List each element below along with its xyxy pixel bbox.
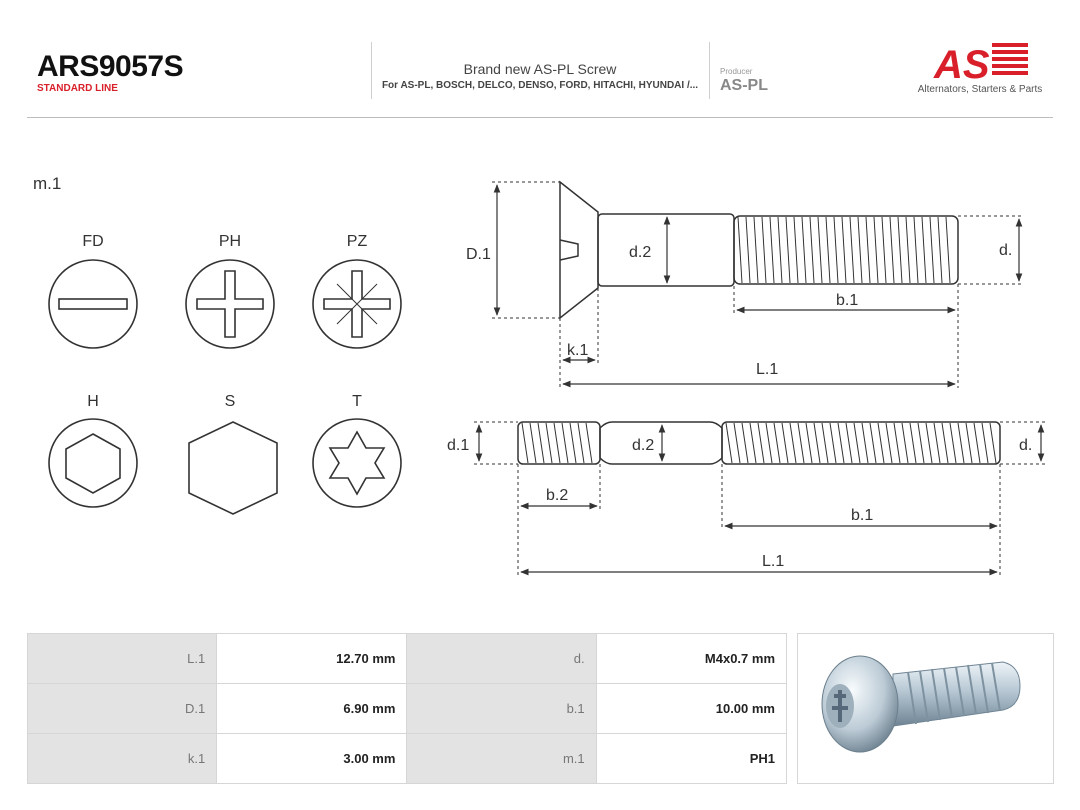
head-type-code: T — [352, 393, 362, 410]
producer-label: Producer — [720, 67, 753, 76]
screw-dimension-drawing — [440, 170, 1060, 400]
head-type-code: PZ — [346, 233, 368, 250]
screw-photo-icon — [798, 634, 1053, 783]
spec-label: k.1 — [28, 734, 217, 784]
thread-hatching — [522, 423, 996, 463]
compatibility-text: For AS-PL, BOSCH, DELCO, DENSO, FORD, HITACHI, HYUNDAI /... — [381, 80, 699, 91]
head-type-code: PH — [218, 233, 242, 250]
table-row — [28, 634, 787, 684]
thread-hatching — [738, 217, 950, 283]
spec-value: PH1 — [596, 734, 786, 784]
head-type-code: H — [87, 393, 99, 410]
spec-label: L.1 — [28, 634, 217, 684]
dim-label: L.1 — [756, 361, 779, 378]
dim-label: d. — [999, 242, 1013, 259]
spec-value: 6.90 mm — [217, 684, 407, 734]
dim-label: D.1 — [466, 246, 491, 263]
pozidriv-drive-icon — [313, 260, 401, 348]
spec-label: D.1 — [28, 684, 217, 734]
spec-value: 10.00 mm — [596, 684, 786, 734]
product-photo — [797, 633, 1054, 784]
spec-label: b.1 — [407, 684, 596, 734]
spec-value: 3.00 mm — [217, 734, 407, 784]
screw-outline — [560, 182, 958, 318]
table-row — [28, 734, 787, 784]
stud-dimension-drawing — [440, 410, 1060, 585]
logo-stripes-icon — [992, 43, 1028, 75]
slot-drive-icon — [49, 260, 137, 348]
head-types-label: m.1 — [33, 174, 62, 193]
logo-text: AS — [934, 43, 990, 82]
hex-socket-drive-icon — [49, 419, 137, 507]
dim-label: b.2 — [546, 487, 569, 504]
dim-label: b.1 — [836, 292, 859, 309]
spec-label: m.1 — [407, 734, 596, 784]
product-title: Brand new AS-PL Screw — [463, 61, 617, 77]
producer-name: AS-PL — [720, 77, 768, 94]
head-type-code: FD — [82, 233, 104, 250]
header-rule — [27, 117, 1053, 118]
brand-logo — [930, 40, 1030, 82]
dim-label: L.1 — [762, 553, 785, 570]
dim-label: d. — [1019, 437, 1033, 454]
dim-label: d.1 — [447, 437, 470, 454]
spec-table — [27, 633, 787, 784]
phillips-drive-icon — [186, 260, 274, 348]
torx-drive-icon — [313, 419, 401, 507]
hex-head-icon — [189, 422, 277, 514]
dim-label: d.2 — [632, 437, 655, 454]
header-divider — [709, 42, 710, 99]
spec-label: d. — [407, 634, 596, 684]
table-row — [28, 684, 787, 734]
spec-value: 12.70 mm — [217, 634, 407, 684]
product-line-label: STANDARD LINE — [37, 83, 118, 94]
spec-value: M4x0.7 mm — [596, 634, 786, 684]
dim-label: d.2 — [629, 244, 652, 261]
head-type-code: S — [224, 393, 236, 410]
dim-label: k.1 — [567, 342, 589, 359]
dim-label: b.1 — [851, 507, 874, 524]
part-number: ARS9057S — [37, 50, 184, 83]
logo-tagline: Alternators, Starters & Parts — [917, 84, 1043, 95]
head-types-panel — [0, 130, 440, 530]
